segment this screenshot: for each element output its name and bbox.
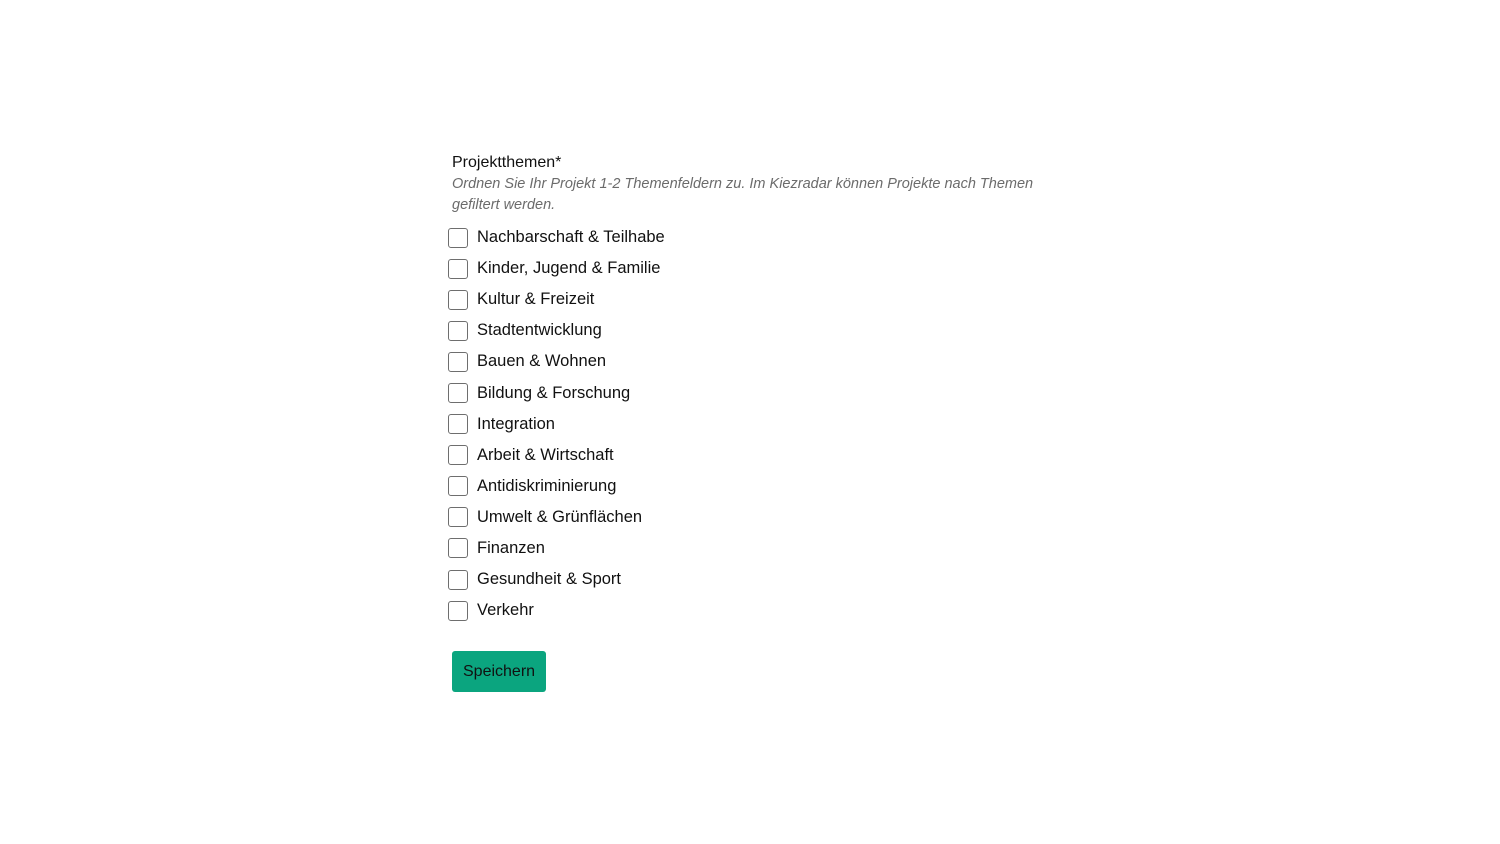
option-label: Arbeit & Wirtschaft [477, 445, 614, 464]
checkbox[interactable] [448, 352, 468, 372]
option-label: Bildung & Forschung [477, 383, 631, 402]
option-label: Kultur & Freizeit [477, 290, 595, 309]
topic-option-nachbarschaft-teilhabe[interactable] [448, 222, 1072, 253]
checkbox[interactable] [448, 228, 468, 248]
topic-option-umwelt-gruenflaechen[interactable] [448, 502, 1072, 533]
checkbox[interactable] [448, 507, 468, 527]
checkbox[interactable] [448, 476, 468, 496]
topic-option-stadtentwicklung[interactable] [448, 315, 1072, 346]
field-label: Projektthemen* [452, 154, 562, 171]
option-label: Verkehr [477, 601, 534, 620]
save-button[interactable]: Speichern [452, 651, 546, 692]
option-label: Kinder, Jugend & Familie [477, 259, 661, 278]
topic-option-integration[interactable] [448, 409, 1072, 440]
option-label: Finanzen [477, 538, 545, 557]
topics-checkbox-list [452, 222, 1072, 626]
option-label: Antidiskriminierung [477, 476, 617, 495]
checkbox[interactable] [448, 601, 468, 621]
checkbox[interactable] [448, 383, 468, 403]
topic-option-finanzen[interactable] [448, 533, 1072, 564]
option-label: Nachbarschaft & Teilhabe [477, 228, 665, 247]
option-label: Umwelt & Grünflächen [477, 507, 643, 526]
checkbox[interactable] [448, 538, 468, 558]
topic-option-verkehr[interactable] [448, 595, 1072, 626]
topic-option-kinder-jugend-familie[interactable] [448, 253, 1072, 284]
option-label: Gesundheit & Sport [477, 570, 622, 589]
checkbox[interactable] [448, 290, 468, 310]
topic-option-arbeit-wirtschaft[interactable] [448, 440, 1072, 471]
option-label: Integration [477, 414, 555, 433]
topic-option-gesundheit-sport[interactable] [448, 564, 1072, 595]
topic-option-kultur-freizeit[interactable] [448, 284, 1072, 315]
option-label: Stadtentwicklung [477, 321, 602, 340]
checkbox[interactable] [448, 570, 468, 590]
checkbox[interactable] [448, 414, 468, 434]
option-label: Bauen & Wohnen [477, 352, 607, 371]
checkbox[interactable] [448, 321, 468, 341]
topic-option-bauen-wohnen[interactable] [448, 346, 1072, 377]
project-topics-form [452, 152, 1072, 692]
topic-option-antidiskriminierung[interactable] [448, 471, 1072, 502]
topic-option-bildung-forschung[interactable] [448, 377, 1072, 408]
field-hint: Ordnen Sie Ihr Projekt 1-2 Themenfeldern zu. Im Kiezradar können Projekte nach Themen gefiltert werden. [452, 176, 1034, 213]
checkbox[interactable] [448, 259, 468, 279]
checkbox[interactable] [448, 445, 468, 465]
